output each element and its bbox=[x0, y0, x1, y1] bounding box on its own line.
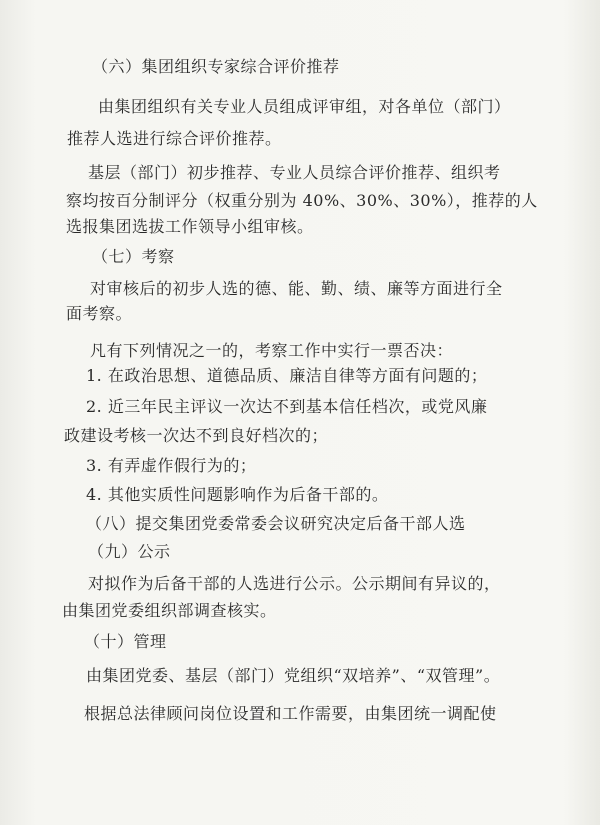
list-item-4: 4. 其他实质性问题影响作为后备干部的。 bbox=[86, 485, 389, 504]
paragraph-line: 凡有下列情况之一的，考察工作中实行一票否决： bbox=[90, 341, 454, 360]
paragraph-line: 由集团组织有关专业人员组成评审组，对各单位（部门） bbox=[98, 97, 511, 116]
paragraph-line: 由集团党委、基层（部门）党组织“双培养”、“双管理”。 bbox=[86, 666, 501, 685]
list-item-2-continuation: 政建设考核一次达不到良好档次的； bbox=[64, 426, 329, 445]
section-heading-8: （八）提交集团党委常委会议研究决定后备干部人选 bbox=[86, 514, 466, 533]
section-heading-9: （九）公示 bbox=[88, 542, 171, 561]
paragraph-line: 推荐人选进行综合评价推荐。 bbox=[67, 129, 282, 148]
list-item-2: 2. 近三年民主评议一次达不到基本信任档次，或党风廉 bbox=[86, 397, 488, 416]
list-item-3: 3. 有弄虚作假行为的； bbox=[86, 456, 257, 475]
section-heading-6: （六）集团组织专家综合评价推荐 bbox=[92, 57, 340, 76]
section-heading-7: （七）考察 bbox=[92, 247, 175, 266]
paragraph-line: 由集团党委组织部调查核实。 bbox=[62, 601, 277, 620]
list-item-1: 1. 在政治思想、道德品质、廉洁自律等方面有问题的； bbox=[86, 366, 488, 385]
paragraph-line: 基层（部门）初步推荐、专业人员综合评价推荐、组织考 bbox=[88, 163, 501, 182]
paragraph-line: 选报集团选拔工作领导小组审核。 bbox=[66, 217, 314, 236]
section-heading-10: （十）管理 bbox=[84, 632, 167, 651]
paragraph-line: 面考察。 bbox=[66, 304, 133, 323]
paragraph-line: 根据总法律顾问岗位设置和工作需要，由集团统一调配使 bbox=[84, 704, 497, 723]
paragraph-line: 对拟作为后备干部的人选进行公示。公示期间有异议的， bbox=[88, 574, 501, 593]
paragraph-line: 对审核后的初步人选的德、能、勤、绩、廉等方面进行全 bbox=[90, 279, 503, 298]
paragraph-line: 察均按百分制评分（权重分别为 40%、30%、30%），推荐的人 bbox=[66, 191, 538, 210]
